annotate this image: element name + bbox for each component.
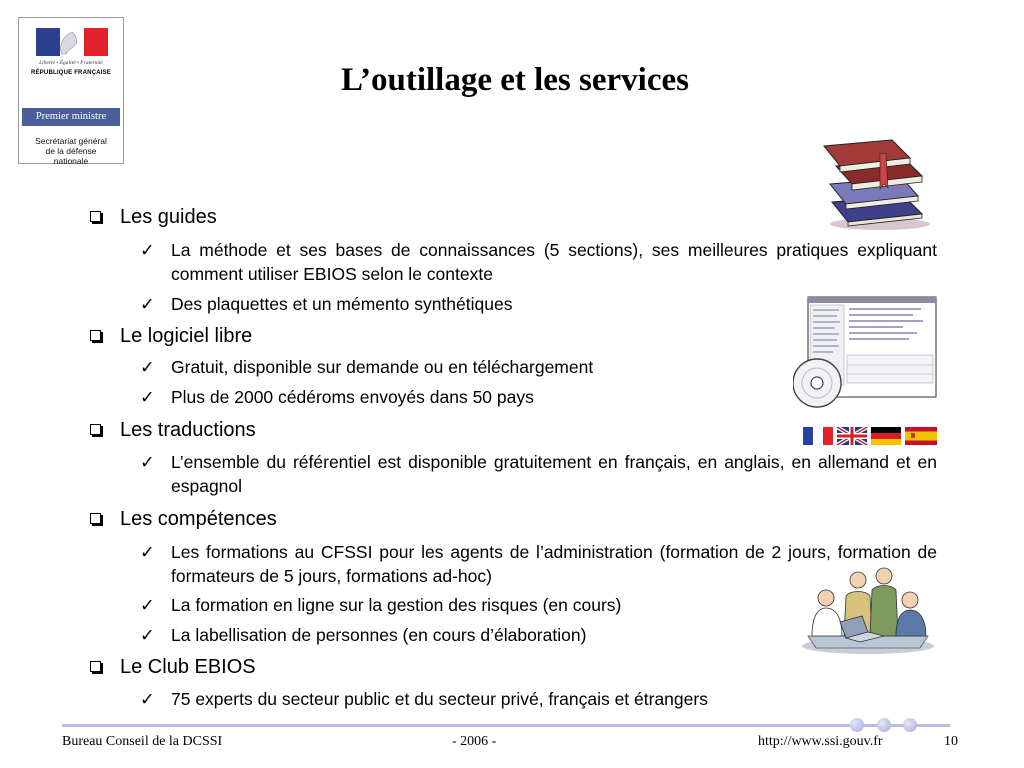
software-cd-icon bbox=[793, 295, 938, 413]
sub-bullet: ✓ Gratuit, disponible sur demande ou en téléchargement bbox=[140, 357, 594, 377]
bullet-free-software: Le logiciel libre bbox=[90, 324, 252, 348]
flag-uk-icon bbox=[837, 427, 867, 445]
sub-bullet: ✓ La formation en ligne sur la gestion des risques (en cours) bbox=[140, 595, 622, 615]
footer-divider bbox=[62, 724, 950, 727]
decor-dot-icon bbox=[850, 718, 864, 732]
flag-spain-icon bbox=[905, 427, 937, 445]
decor-dot-icon bbox=[877, 718, 891, 732]
checkmark-icon: ✓ bbox=[140, 387, 155, 407]
footer-organization: Bureau Conseil de la DCSSI bbox=[62, 734, 223, 749]
bullet-guides: Les guides bbox=[90, 205, 217, 229]
logo-motto: Liberté • Égalité • Fraternité bbox=[39, 60, 103, 66]
checkmark-icon: ✓ bbox=[140, 357, 155, 377]
square-bullet-icon bbox=[90, 330, 101, 341]
square-bullet-icon bbox=[90, 661, 101, 672]
checkmark-icon: ✓ bbox=[140, 625, 155, 645]
government-logo bbox=[18, 17, 124, 164]
checkmark-icon: ✓ bbox=[140, 595, 155, 615]
checkmark-icon: ✓ bbox=[140, 240, 155, 260]
footer-year: - 2006 - bbox=[452, 734, 497, 749]
sub-bullet: ✓ La labellisation de personnes (en cours d’élaboration) bbox=[140, 625, 587, 645]
sub-bullet: ✓ L’ensemble du référentiel est disponible gratuitement en français, en anglais, en allemand et en espagnol bbox=[140, 452, 937, 496]
checkmark-icon: ✓ bbox=[140, 452, 155, 472]
page-number: 10 bbox=[944, 734, 958, 749]
marianne-flag-icon bbox=[36, 28, 108, 56]
slide-title: L’outillage et les services bbox=[341, 62, 689, 98]
team-meeting-icon bbox=[798, 566, 938, 656]
sub-bullet: ✓ 75 experts du secteur public et du secteur privé, français et étrangers bbox=[140, 689, 708, 709]
books-icon bbox=[818, 138, 936, 232]
bullet-skills: Les compétences bbox=[90, 507, 277, 531]
checkmark-icon: ✓ bbox=[140, 689, 155, 709]
checkmark-icon: ✓ bbox=[140, 542, 155, 562]
checkmark-icon: ✓ bbox=[140, 294, 155, 314]
sub-bullet: ✓ Des plaquettes et un mémento synthétiques bbox=[140, 294, 513, 314]
flag-france-icon bbox=[803, 427, 833, 445]
logo-secretariat: Secrétariat général de la défense nationale bbox=[35, 136, 107, 166]
decor-dot-icon bbox=[903, 718, 917, 732]
square-bullet-icon bbox=[90, 424, 101, 435]
square-bullet-icon bbox=[90, 513, 101, 524]
square-bullet-icon bbox=[90, 211, 101, 222]
bullet-translations: Les traductions bbox=[90, 418, 256, 442]
flags-icon bbox=[803, 427, 937, 445]
flag-germany-icon bbox=[871, 427, 901, 445]
bullet-club-ebios: Le Club EBIOS bbox=[90, 655, 256, 679]
logo-ministry: Premier ministre bbox=[22, 108, 120, 126]
sub-bullet: ✓ Plus de 2000 cédéroms envoyés dans 50 pays bbox=[140, 387, 534, 407]
footer-url-link[interactable]: http://www.ssi.gouv.fr bbox=[758, 734, 883, 749]
logo-republic: RÉPUBLIQUE FRANÇAISE bbox=[30, 70, 111, 76]
sub-bullet: ✓ La méthode et ses bases de connaissances (5 sections), ses meilleures pratiques expliquant comment utiliser EBIOS selon le contexte bbox=[140, 240, 937, 284]
sub-bullet: ✓ Les formations au CFSSI pour les agents de l’administration (formation de 2 jours, formation de formateurs de 5 jours, formations ad-hoc) bbox=[140, 542, 937, 586]
